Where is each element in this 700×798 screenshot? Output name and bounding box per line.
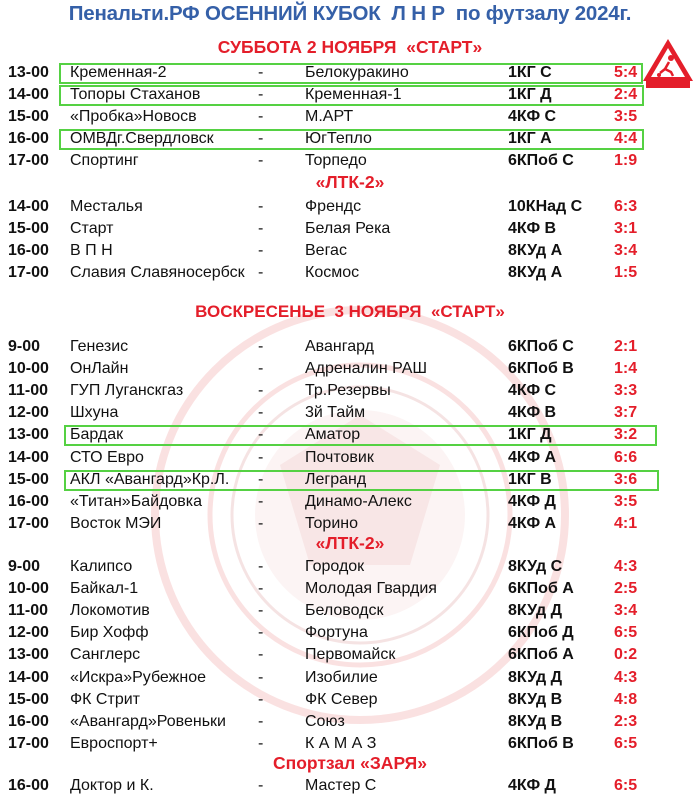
- match-category: 1КГ В: [508, 470, 552, 488]
- match-score: 3:3: [614, 382, 638, 400]
- separator: -: [258, 668, 264, 686]
- match-category: 1КГ Д: [508, 86, 552, 104]
- match-category: 6КПоб С: [508, 152, 574, 170]
- home-team: Калипсо: [70, 558, 133, 575]
- match-time: 17-00: [8, 152, 49, 170]
- match-row: [0, 711, 700, 733]
- section-header: «ЛТК-2»: [315, 172, 385, 192]
- match-category: 8КУд А: [508, 264, 563, 282]
- away-team: К А М А З: [305, 734, 377, 752]
- separator: -: [258, 86, 264, 104]
- match-time: 9-00: [8, 338, 41, 355]
- separator: -: [258, 646, 264, 664]
- match-score: 3:2: [614, 426, 638, 444]
- home-team: Локомотив: [70, 602, 150, 620]
- match-row: [0, 262, 700, 284]
- match-time: 15-00: [8, 108, 49, 126]
- match-row: [0, 128, 700, 150]
- match-row: [0, 240, 700, 262]
- match-category: 4КФ С: [508, 108, 557, 126]
- separator: -: [258, 152, 264, 170]
- match-time: 10-00: [8, 360, 49, 378]
- match-category: 4КФ Д: [508, 777, 556, 794]
- match-row: [0, 469, 700, 491]
- home-team: «Авангард»Ровеньки: [70, 712, 226, 730]
- match-category: 1КГ С: [508, 64, 552, 81]
- match-score: 2:3: [614, 712, 638, 730]
- match-score: 3:1: [614, 220, 638, 238]
- home-team: Байкал-1: [70, 580, 139, 598]
- match-time: 17-00: [8, 514, 49, 532]
- match-row: [0, 218, 700, 240]
- match-score: 0:2: [614, 646, 638, 664]
- match-row: [0, 491, 700, 513]
- home-team: «Титан»Байдовка: [70, 492, 203, 510]
- match-score: 4:8: [614, 690, 638, 708]
- match-row: [0, 600, 700, 622]
- match-time: 14-00: [8, 86, 49, 104]
- match-time: 16-00: [8, 712, 49, 730]
- away-team: М.АРТ: [305, 108, 354, 126]
- separator: -: [258, 470, 264, 488]
- match-category: 6КПоб Д: [508, 624, 574, 642]
- match-category: 6КПоб В: [508, 360, 574, 378]
- match-category: 4КФ В: [508, 404, 557, 422]
- home-team: ФК Стрит: [70, 690, 140, 708]
- match-score: 3:5: [614, 108, 638, 126]
- section-header: ВОСКРЕСЕНЬЕ 3 НОЯБРЯ «СТАРТ»: [195, 302, 505, 321]
- match-score: 4:1: [614, 514, 638, 532]
- away-team: Городок: [305, 558, 365, 575]
- separator: -: [258, 404, 264, 422]
- separator: -: [258, 448, 264, 466]
- match-row: [0, 380, 700, 402]
- match-score: 4:3: [614, 668, 638, 686]
- away-team: ФК Север: [305, 690, 378, 708]
- away-team: Беловодск: [305, 602, 384, 620]
- match-category: 6КПоб С: [508, 338, 574, 355]
- match-category: 4КФ А: [508, 514, 557, 532]
- home-team: ГУП Луганскгаз: [70, 382, 184, 400]
- separator: -: [258, 777, 264, 794]
- home-team: Шхуна: [70, 404, 119, 422]
- match-category: 8КУд Д: [508, 602, 563, 620]
- separator: -: [258, 220, 264, 238]
- home-team: Евроспорт+: [70, 734, 158, 752]
- away-team: Аматор: [305, 426, 361, 444]
- section-header: Спортзал «ЗАРЯ»: [273, 753, 427, 773]
- page-title: Пенальти.РФ ОСЕННИЙ КУБОК Л Н Р по футзалу 2024г.: [68, 2, 632, 25]
- match-score: 3:7: [614, 404, 638, 422]
- away-team: Изобилие: [305, 668, 378, 686]
- away-team: Белокуракино: [305, 64, 409, 81]
- separator: -: [258, 198, 264, 215]
- separator: -: [258, 602, 264, 620]
- away-team: Легранд: [305, 470, 367, 488]
- match-row: [0, 196, 700, 218]
- home-team: Санглерс: [70, 646, 141, 664]
- home-team: Доктор и К.: [70, 777, 154, 794]
- match-row: [0, 578, 700, 600]
- separator: -: [258, 712, 264, 730]
- separator: -: [258, 580, 264, 598]
- away-team: Белая Река: [305, 220, 391, 238]
- separator: -: [258, 514, 264, 532]
- away-team: Авангард: [305, 338, 374, 355]
- match-category: 6КПоб А: [508, 646, 574, 664]
- match-score: 3:4: [614, 602, 638, 620]
- match-row: [0, 775, 700, 797]
- separator: -: [258, 360, 264, 378]
- match-time: 10-00: [8, 580, 49, 598]
- home-team: Бардак: [70, 426, 124, 444]
- away-team: 3й Тайм: [305, 404, 366, 422]
- match-category: 6КПоб В: [508, 734, 574, 752]
- match-row: [0, 622, 700, 644]
- away-team: Союз: [305, 712, 345, 730]
- match-category: 10КНад С: [508, 198, 583, 215]
- home-team: ОМВДг.Свердловск: [70, 130, 214, 148]
- separator: -: [258, 64, 264, 81]
- match-score: 6:3: [614, 198, 638, 215]
- separator: -: [258, 108, 264, 126]
- match-time: 14-00: [8, 198, 49, 215]
- separator: -: [258, 130, 264, 148]
- away-team: Первомайск: [305, 646, 396, 664]
- match-category: 8КУд В: [508, 712, 563, 730]
- match-row: [0, 62, 700, 84]
- away-team: Френдс: [305, 198, 362, 215]
- away-team: ЮгТепло: [305, 130, 372, 148]
- match-score: 2:5: [614, 580, 638, 598]
- match-category: 4КФ Д: [508, 492, 556, 510]
- away-team: Вегас: [305, 242, 347, 260]
- home-team: Спортинг: [70, 152, 139, 170]
- match-time: 16-00: [8, 492, 49, 510]
- match-category: 8КУд Д: [508, 668, 563, 686]
- match-time: 12-00: [8, 624, 49, 642]
- match-score: 3:5: [614, 492, 638, 510]
- home-team: Месталья: [70, 198, 143, 215]
- home-team: Топоры Стаханов: [70, 86, 201, 104]
- match-row: [0, 424, 700, 446]
- match-score: 6:5: [614, 624, 638, 642]
- match-score: 4:3: [614, 558, 638, 575]
- match-category: 4КФ А: [508, 448, 557, 466]
- separator: -: [258, 242, 264, 260]
- match-time: 15-00: [8, 220, 49, 238]
- home-team: Генезис: [70, 338, 129, 355]
- match-time: 13-00: [8, 646, 49, 664]
- home-team: Старт: [70, 220, 114, 238]
- home-team: СТО Евро: [70, 448, 144, 466]
- match-row: [0, 556, 700, 578]
- home-team: Восток МЭИ: [70, 514, 162, 532]
- away-team: Торпедо: [305, 152, 367, 170]
- match-score: 1:4: [614, 360, 638, 378]
- match-category: 6КПоб А: [508, 580, 574, 598]
- separator: -: [258, 338, 264, 355]
- match-category: 1КГ А: [508, 130, 552, 148]
- away-team: Динамо-Алекс: [305, 492, 412, 510]
- match-score: 4:4: [614, 130, 638, 148]
- separator: -: [258, 492, 264, 510]
- match-score: 3:4: [614, 242, 638, 260]
- match-score: 5:4: [614, 64, 638, 81]
- away-team: Торино: [305, 514, 358, 532]
- away-team: Молодая Гвардия: [305, 580, 437, 598]
- match-time: 13-00: [8, 64, 49, 81]
- match-time: 15-00: [8, 690, 49, 708]
- match-row: [0, 644, 700, 666]
- home-team: АКЛ «Авангард»Кр.Л.: [70, 470, 230, 488]
- match-time: 11-00: [8, 382, 49, 400]
- match-category: 8КУд С: [508, 558, 563, 575]
- match-category: 8КУд В: [508, 690, 563, 708]
- match-time: 16-00: [8, 130, 49, 148]
- match-row: [0, 150, 700, 172]
- away-team: Почтовик: [305, 448, 374, 466]
- match-score: 6:6: [614, 448, 638, 466]
- away-team: Тр.Резервы: [305, 382, 391, 400]
- away-team: Фортуна: [305, 624, 368, 642]
- match-row: [0, 402, 700, 424]
- match-score: 6:5: [614, 777, 638, 794]
- separator: -: [258, 264, 264, 282]
- away-team: Космос: [305, 264, 360, 282]
- home-team: Бир Хофф: [70, 624, 149, 642]
- away-team: Мастер С: [305, 777, 377, 794]
- home-team: В П Н: [70, 242, 113, 260]
- match-score: 2:1: [614, 338, 638, 355]
- match-score: 2:4: [614, 86, 638, 104]
- section-header: «ЛТК-2»: [315, 533, 385, 553]
- match-row: [0, 358, 700, 380]
- match-row: [0, 84, 700, 106]
- match-time: 9-00: [8, 558, 41, 575]
- home-team: Кременная-2: [70, 64, 167, 81]
- separator: -: [258, 426, 264, 444]
- match-time: 16-00: [8, 242, 49, 260]
- home-team: ОнЛайн: [70, 360, 129, 378]
- separator: -: [258, 690, 264, 708]
- match-row: [0, 336, 700, 358]
- separator: -: [258, 734, 264, 752]
- home-team: Славия Славяносербск: [70, 264, 245, 282]
- match-score: 6:5: [614, 734, 638, 752]
- match-row: [0, 667, 700, 689]
- away-team: Кременная-1: [305, 86, 402, 104]
- match-time: 12-00: [8, 404, 49, 422]
- match-category: 8КУд А: [508, 242, 563, 260]
- match-score: 3:6: [614, 470, 638, 488]
- match-category: 4КФ В: [508, 220, 557, 238]
- match-score: 1:9: [614, 152, 638, 170]
- match-category: 1КГ Д: [508, 426, 552, 444]
- home-team: «Искра»Рубежное: [70, 668, 206, 686]
- match-time: 17-00: [8, 734, 49, 752]
- match-category: 4КФ С: [508, 382, 557, 400]
- match-row: [0, 689, 700, 711]
- match-score: 1:5: [614, 264, 638, 282]
- match-time: 14-00: [8, 448, 49, 466]
- match-row: [0, 447, 700, 469]
- match-row: [0, 106, 700, 128]
- match-time: 15-00: [8, 470, 49, 488]
- away-team: Адреналин РАШ: [305, 360, 428, 378]
- match-time: 16-00: [8, 777, 49, 794]
- match-time: 14-00: [8, 668, 49, 686]
- match-time: 11-00: [8, 602, 49, 620]
- home-team: «Пробка»Новосв: [70, 108, 197, 126]
- match-time: 13-00: [8, 426, 49, 444]
- section-header: СУББОТА 2 НОЯБРЯ «СТАРТ»: [217, 37, 483, 57]
- separator: -: [258, 558, 264, 575]
- match-time: 17-00: [8, 264, 49, 282]
- separator: -: [258, 382, 264, 400]
- separator: -: [258, 624, 264, 642]
